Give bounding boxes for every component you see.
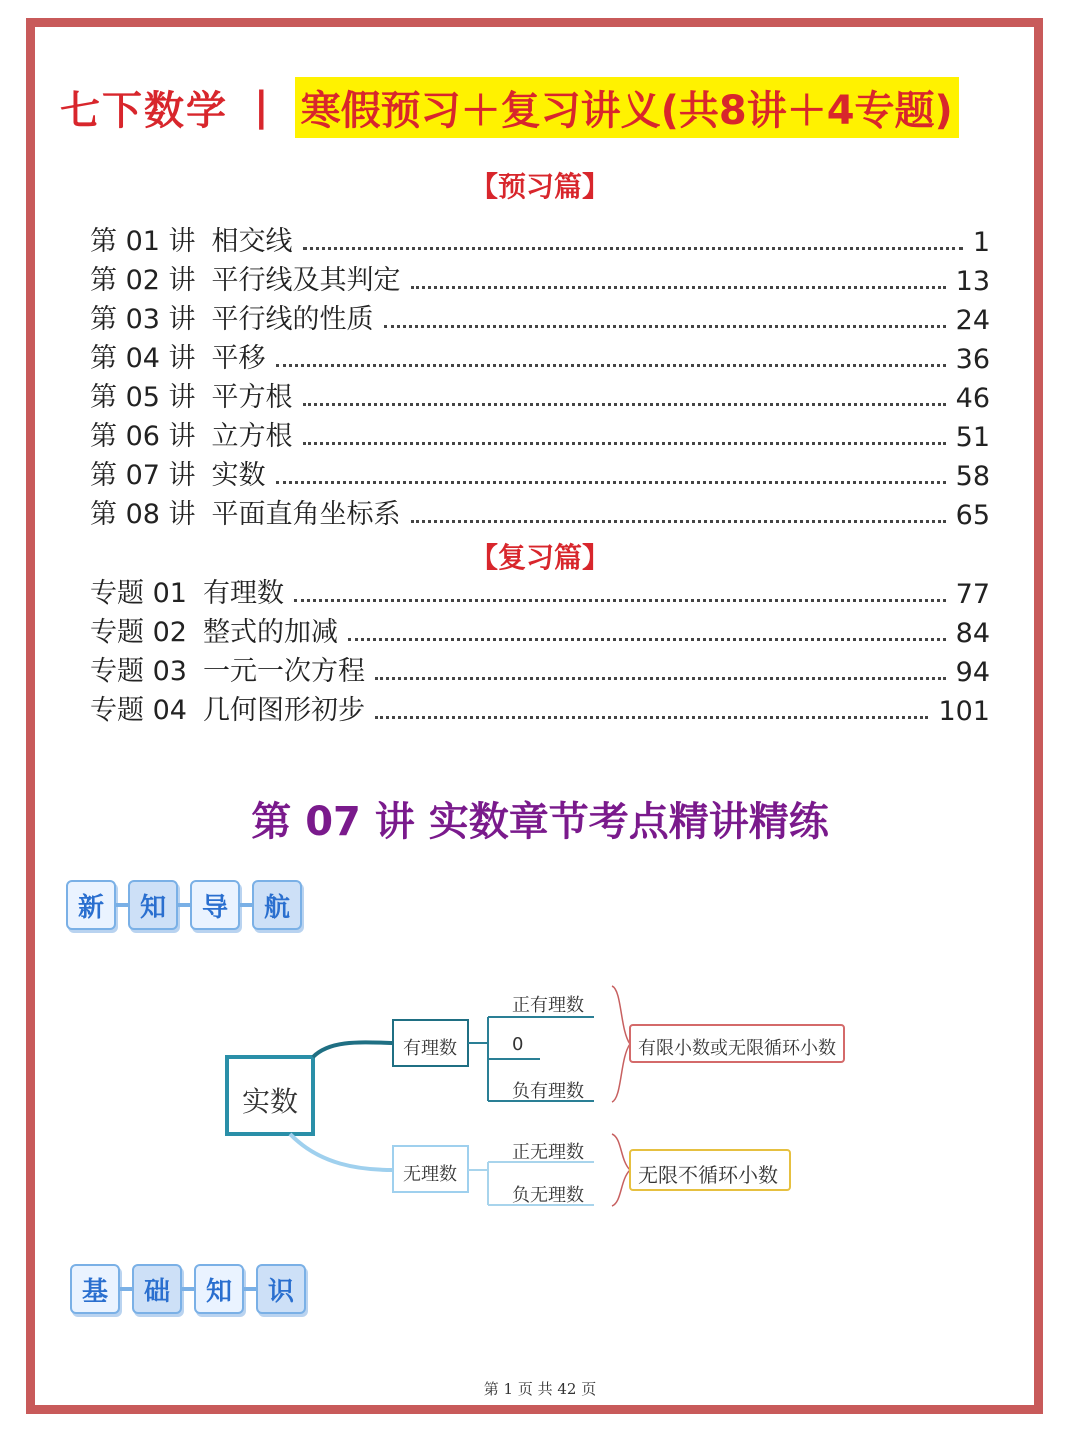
toc-entry-page: 84	[955, 618, 990, 649]
lecture-title: 第 07 讲 实数章节考点精讲精练	[251, 799, 829, 845]
mindmap-negative-rational: 负有理数	[512, 1081, 584, 1102]
badge-connector	[244, 1287, 256, 1291]
header-title: 寒假预习＋复习讲义(共8讲＋4专题)	[295, 77, 959, 138]
toc-entry-number: 第 04 讲	[90, 343, 196, 374]
mindmap-positive-rational: 正有理数	[512, 995, 584, 1016]
mindmap-irrational-note: 无限不循环小数	[638, 1163, 778, 1187]
toc-entry-page: 24	[955, 305, 990, 336]
mindmap-zero: 0	[512, 1034, 524, 1055]
toc-entry-page: 46	[955, 383, 990, 414]
toc-entry-page: 13	[955, 266, 990, 297]
mindmap-root-label: 实数	[242, 1085, 299, 1118]
toc-entry-page: 94	[955, 657, 990, 688]
mindmap-rational-label: 有理数	[403, 1038, 457, 1059]
badge-char: 础	[132, 1264, 182, 1314]
toc-entry-number: 专题 03	[90, 656, 187, 687]
badge-connector	[120, 1287, 132, 1291]
toc-entry-number: 第 06 讲	[90, 421, 196, 452]
mindmap-rational-note: 有限小数或无限循环小数	[638, 1038, 836, 1059]
toc-entry-title: 一元一次方程	[202, 656, 365, 687]
toc-entry-number: 第 08 讲	[90, 499, 196, 530]
root-to-rational-line	[313, 1042, 393, 1057]
toc-entry-number: 专题 01	[90, 578, 187, 609]
toc-entry-page: 36	[955, 344, 990, 375]
root-to-irrational-line	[290, 1134, 393, 1170]
rational-brace	[612, 986, 630, 1102]
irrational-brace	[612, 1134, 630, 1206]
mindmap-positive-irrational: 正无理数	[512, 1142, 584, 1163]
toc-entry-page: 51	[955, 422, 990, 453]
toc-entry-number: 第 03 讲	[90, 304, 196, 335]
toc-entry-number: 第 01 讲	[90, 226, 196, 257]
toc-entry-number: 第 07 讲	[90, 460, 196, 491]
toc-entry-page: 65	[955, 500, 990, 531]
badge-connector	[182, 1287, 194, 1291]
toc-entry-number: 专题 04	[90, 695, 187, 726]
badge-char: 识	[256, 1264, 306, 1314]
toc-entry-number: 第 02 讲	[90, 265, 196, 296]
badge-char: 新	[66, 880, 116, 930]
badge-char: 基	[70, 1264, 120, 1314]
review-heading: 【复习篇】	[469, 541, 610, 574]
toc-entry-title: 立方根	[211, 421, 293, 452]
toc-entry-page: 58	[955, 461, 990, 492]
badge-char: 知	[128, 880, 178, 930]
toc-entry-title: 平方根	[211, 382, 293, 413]
mindmap-negative-irrational: 负无理数	[512, 1185, 584, 1206]
toc-entry-title: 相交线	[211, 226, 293, 257]
toc-entry-title: 平行线及其判定	[211, 265, 401, 296]
toc-entry-title: 实数	[211, 460, 266, 491]
preview-heading: 【预习篇】	[469, 170, 610, 203]
toc-entry-title: 有理数	[202, 578, 284, 609]
mindmap-irrational-label: 无理数	[403, 1164, 457, 1185]
header-separator: |	[254, 84, 269, 130]
toc-entry-number: 第 05 讲	[90, 382, 196, 413]
badge-char: 知	[194, 1264, 244, 1314]
toc-entry-title: 整式的加减	[202, 617, 338, 648]
toc-entry-page: 77	[955, 579, 990, 610]
toc-entry-page: 1	[972, 227, 990, 258]
toc-entry-title: 平移	[211, 343, 266, 374]
toc-entry-page: 101	[938, 696, 990, 727]
toc-entry-number: 专题 02	[90, 617, 187, 648]
header-subject: 七下数学	[60, 87, 228, 134]
basic-knowledge-badges	[70, 1264, 306, 1314]
toc-entry-title: 几何图形初步	[202, 695, 365, 726]
toc-entry-title: 平行线的性质	[211, 304, 374, 335]
badge-char: 导	[190, 880, 240, 930]
badge-char: 航	[252, 880, 302, 930]
page-footer: 第 1 页 共 42 页	[483, 1380, 597, 1398]
toc-entry-title: 平面直角坐标系	[211, 499, 401, 530]
